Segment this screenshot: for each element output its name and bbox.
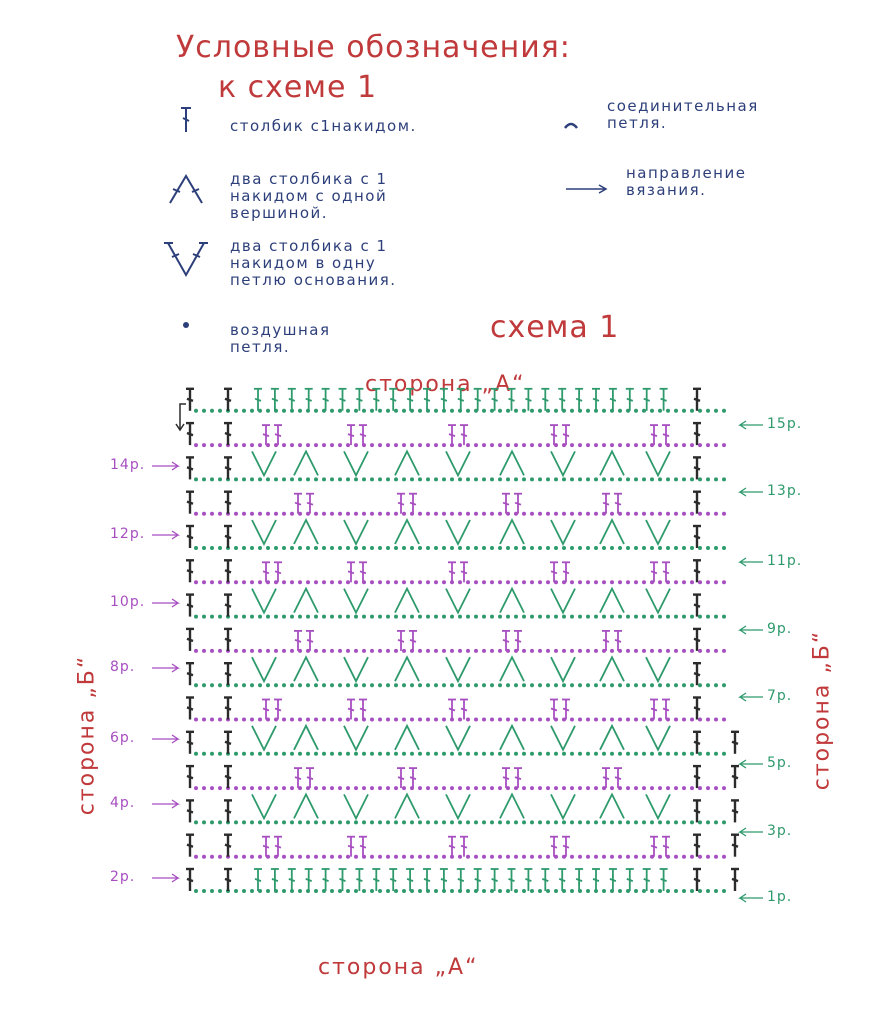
row-arrow-icon (740, 828, 763, 836)
row-arrow-icon (152, 599, 178, 607)
row-arrow-icon (740, 488, 763, 496)
row-label-right: 1р. (767, 889, 793, 905)
row-arrow-icon (152, 874, 178, 882)
row-label-right: 7р. (767, 688, 793, 704)
row-label-right: 11р. (767, 553, 803, 569)
row-label-left: 12р. (110, 526, 146, 542)
row-label-left: 10р. (110, 594, 146, 610)
row-arrow-icon (152, 800, 178, 808)
legend-heading: Условные обозначения: (176, 30, 571, 65)
row-label-left: 8р. (110, 659, 136, 675)
row-arrow-icon (740, 894, 763, 902)
row-label-left: 14р. (110, 457, 146, 473)
row-label-left: 2р. (110, 869, 136, 885)
schema-title: схема 1 (490, 310, 620, 345)
row-arrow-icon (152, 531, 178, 539)
row-label-right: 3р. (767, 823, 793, 839)
row-arrow-icon (152, 735, 178, 743)
row-arrow-icon (740, 760, 763, 768)
row-label-right: 9р. (767, 621, 793, 637)
row-label-right: 13р. (767, 483, 803, 499)
row-arrow-icon (740, 558, 763, 566)
row-label-right: 15р. (767, 416, 803, 432)
row-label-left: 6р. (110, 730, 136, 746)
side-label-top: сторона „А“ (365, 372, 526, 397)
row-label-right: 5р. (767, 755, 793, 771)
legend-heading-subtitle: к схеме 1 (218, 70, 378, 105)
row-label-left: 4р. (110, 795, 136, 811)
row-arrow-icon (152, 462, 178, 470)
row-arrow-icon (740, 626, 763, 634)
side-label-right: сторона „Б“ (809, 629, 835, 791)
legend-dc2tog-text: два столбика с 1 накидом с одной вершиной. (230, 170, 388, 222)
side-label-bottom: сторона „А“ (318, 955, 479, 980)
legend-chain-text: воздушная петля. (230, 321, 331, 356)
side-label-left: сторона „Б“ (74, 654, 100, 816)
legend-direction-text: направление вязания. (626, 164, 747, 199)
legend-dc2inc-text: два столбика с 1 накидом в одну петлю основания. (230, 237, 397, 289)
legend-dc-text: столбик с1накидом. (230, 117, 417, 135)
row-arrow-icon (740, 421, 763, 429)
legend-slip-text: соединительная петля. (607, 97, 759, 132)
row-arrow-icon (152, 664, 178, 672)
row-arrow-icon (740, 693, 763, 701)
